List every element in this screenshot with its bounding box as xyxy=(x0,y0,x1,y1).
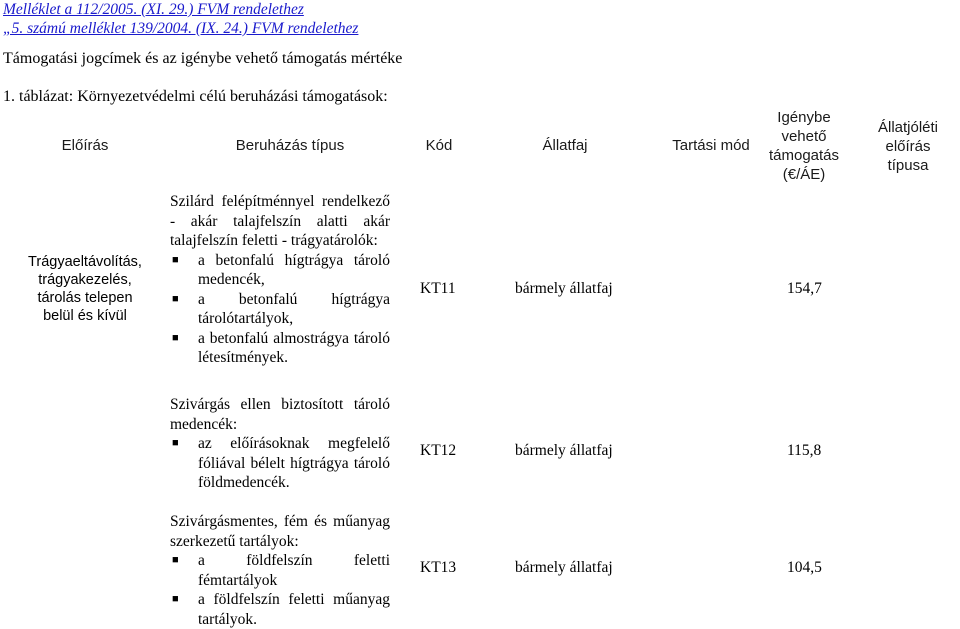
eloiras-line: Trágyaeltávolítás, xyxy=(28,254,142,270)
cell-kod: KT12 xyxy=(420,442,457,459)
square-bullet-icon: ■ xyxy=(172,292,179,305)
header-igenybe-line: támogatás xyxy=(768,147,840,164)
square-bullet-icon: ■ xyxy=(172,331,179,344)
header-kod: Kód xyxy=(425,137,453,154)
list-item-text: a földfelszín feletti műanyag tartályok. xyxy=(198,591,390,628)
cell-kod: KT11 xyxy=(420,280,456,297)
square-bullet-icon: ■ xyxy=(172,437,179,449)
list-item-text: a betonfalú hígtrágya tárolótartályok, xyxy=(198,290,390,327)
cell-beruhazas-kt12 xyxy=(170,395,390,493)
header-beruhazas-tipus: Beruházás típus xyxy=(235,137,345,154)
page-title: Támogatási jogcímek és az igénybe vehető támogatás mértéke xyxy=(3,50,403,67)
beruhazas-intro: Szivárgás ellen biztosított tároló medencék: xyxy=(170,396,390,433)
cell-kod: KT13 xyxy=(420,559,457,576)
beruhazas-intro: Szilárd felépítménnyel rendelkező - akár talajfelszín alatti akár talajfelszín feletti - trágyatárolók: xyxy=(170,193,390,249)
header-igenybe-line: vehető xyxy=(781,128,827,145)
cell-tamogatas: 154,7 xyxy=(787,280,822,297)
list-item-text: a betonfalú hígtrágya tároló medencék, xyxy=(198,251,390,288)
header-allatjoleti-line: Állatjóléti xyxy=(877,119,939,136)
eloiras-line: belül és kívül xyxy=(43,308,127,324)
list-item xyxy=(170,329,390,368)
list-item xyxy=(170,590,390,629)
square-bullet-icon: ■ xyxy=(172,253,179,266)
header-allatfaj: Állatfaj xyxy=(542,137,588,154)
cell-tamogatas: 115,8 xyxy=(787,442,822,459)
cell-tamogatas: 104,5 xyxy=(787,559,822,576)
cell-allatfaj: bármely állatfaj xyxy=(515,442,613,459)
list-item-text: a betonfalú almostrágya tároló létesítmények. xyxy=(198,329,390,366)
list-item xyxy=(170,251,390,290)
link-decree-main[interactable]: Melléklet a 112/2005. (XI. 29.) FVM rendelethez xyxy=(3,1,304,18)
list-item xyxy=(170,551,390,590)
square-bullet-icon: ■ xyxy=(172,554,179,566)
beruhazas-intro: Szivárgásmentes, fém és műanyag szerkezetű tartályok: xyxy=(170,513,390,550)
square-bullet-icon: ■ xyxy=(172,593,179,605)
table-caption: 1. táblázat: Környezetvédelmi célú beruházási támogatások: xyxy=(3,88,388,105)
list-item-text: a földfelszín feletti fémtartályok xyxy=(198,552,390,589)
link-decree-annex[interactable]: „5. számú melléklet 139/2004. (IX. 24.) FVM rendelethez xyxy=(3,20,359,37)
header-igenybe-vehető-tamogatas xyxy=(756,108,852,184)
cell-allatfaj: bármely állatfaj xyxy=(515,559,613,576)
cell-beruhazas-kt11 xyxy=(170,192,390,368)
header-igenybe-line: (€/ÁE) xyxy=(782,166,826,183)
eloiras-line: tárolás telepen xyxy=(37,290,133,306)
header-allatjoleti-line: típusa xyxy=(887,157,929,174)
header-tartasi-mod: Tartási mód xyxy=(672,137,750,154)
list-item xyxy=(170,434,390,493)
cell-beruhazas-kt13 xyxy=(170,512,390,629)
header-igenybe-line: Igénybe xyxy=(777,109,831,126)
cell-eloiras xyxy=(10,253,160,325)
cell-allatfaj: bármely állatfaj xyxy=(515,280,613,297)
eloiras-line: trágyakezelés, xyxy=(38,272,132,288)
header-allatjoleti-line: előírás xyxy=(885,138,931,155)
header-eloiras: Előírás xyxy=(61,137,109,154)
header-allatjoleti-eloiras-tipusa xyxy=(858,118,958,175)
list-item xyxy=(170,290,390,329)
list-item-text: az előírásoknak megfelelő fóliával bélelt hígtrágya tároló földmedencék. xyxy=(198,435,390,491)
